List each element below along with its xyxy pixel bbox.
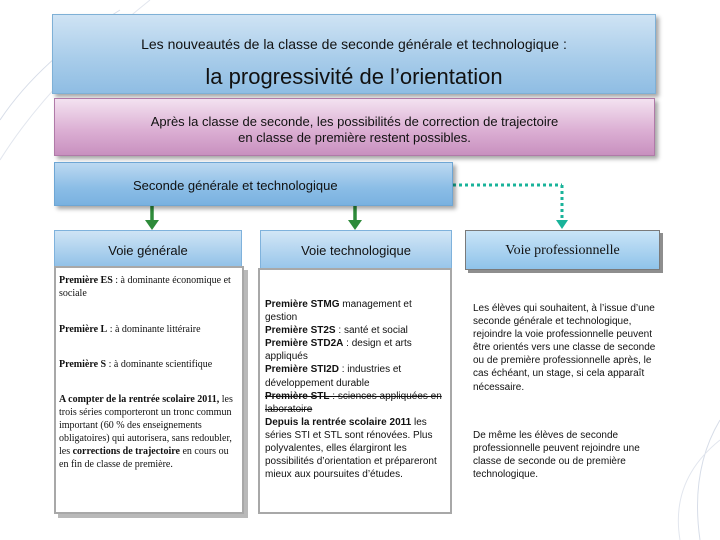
intro-line-2: en classe de première restent possibles. (238, 130, 471, 145)
voie-technologique-header: Voie technologique (260, 230, 452, 270)
premiere-es: Première ES : à dominante économique et sociale (59, 275, 231, 299)
premiere-s: Première S : à dominante scientifique (59, 359, 213, 370)
title-large: la progressivité de l’orientation (205, 64, 503, 89)
voie-professionnelle-header: Voie professionnelle (465, 230, 660, 270)
premiere-l: Première L : à dominante littéraire (59, 324, 201, 335)
professionnelle-paragraph-1: Les élèves qui souhaitent, à l’issue d’une seconde générale et technologique, rejoindre la voie professionnelle peuvent être orientés vers une classe de seconde ou de première professionnelle après, le cas échéant, un stage, si cela apparaît nécessaire. (473, 303, 656, 393)
seconde-label: Seconde générale et technologique (133, 178, 338, 193)
seconde-box (54, 162, 453, 206)
title-small: Les nouveautés de la classe de seconde générale et technologique : (141, 36, 567, 52)
intro-line-1: Après la classe de seconde, les possibilités de correction de trajectoire (150, 114, 559, 129)
professionnelle-paragraph-2: De même les élèves de seconde professionnelle peuvent rejoindre une classe de seconde ou de première technologique. (473, 430, 640, 481)
generale-content-box (54, 266, 244, 514)
rentree-generale: A compter de la rentrée scolaire 2011, les trois séries comporteront un tronc commun important (60 % des enseignements obligatoires) qui autorisera, sans redoubler, les corrections de trajectoire en cours ou en fin de classe de première. (59, 394, 233, 470)
arrow-to-generale (145, 206, 159, 230)
arrow-to-technologique (348, 206, 362, 230)
dotted-arrow-to-professionnelle (453, 185, 568, 229)
title-banner (52, 14, 656, 94)
intro-banner (54, 98, 655, 156)
technologique-text: Première STMG management et gestion Première ST2S : santé et social Première STD2A : design et arts appliqués Première STI2D : industries et développement durable Première STL : sciences appliquées en laboratoire Depuis la rentrée scolaire 2011 les séries STI et STL sont rénovées. Plus polyvalentes, elles élargiront les possibilités d’orientation et prépareront mieux aux poursuites d’études. (265, 299, 442, 481)
technologique-content-box (258, 268, 452, 514)
voie-generale-header: Voie générale (54, 230, 242, 270)
